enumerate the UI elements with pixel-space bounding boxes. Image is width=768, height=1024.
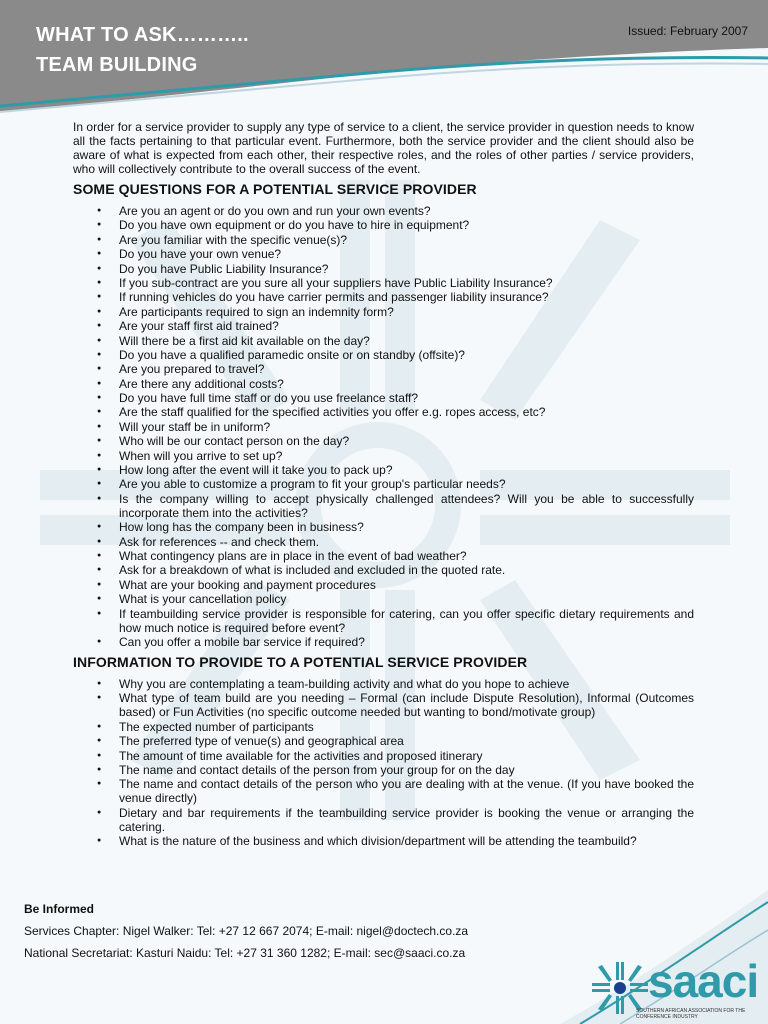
title-line-1: WHAT TO ASK………..	[36, 24, 249, 46]
list-item: ● Are your staff first aid trained?	[73, 319, 694, 333]
footer-heading: Be Informed	[24, 902, 95, 916]
information-list	[73, 677, 694, 848]
list-item: ● What contingency plans are in place in the event of bad weather?	[73, 549, 694, 563]
list-item: ● Ask for a breakdown of what is included and excluded in the quoted rate.	[73, 563, 694, 577]
list-item: ● How long has the company been in business?	[73, 520, 694, 534]
list-item: ● Are you able to customize a program to fit your group's particular needs?	[73, 477, 694, 491]
intro-paragraph: In order for a service provider to supply any type of service to a client, the service provider in question needs to know all the facts pertaining to that particular event. Furthermore, both the service provider and the client should also be aware of what is expected from each other, their respective roles, and the roles of other parties / service providers, who will collectively contribute to the overall success of the event.	[73, 120, 694, 176]
footer-contact-services: Services Chapter: Nigel Walker: Tel: +27 12 667 2074; E-mail: nigel@doctech.co.za	[24, 924, 469, 938]
list-item: ● Dietary and bar requirements if the teambuilding service provider is booking the venue or arranging the catering.	[73, 806, 694, 834]
list-item: ● Are the staff qualified for the specified activities you offer e.g. ropes access, etc?	[73, 405, 694, 419]
section-information-heading: INFORMATION TO PROVIDE TO A POTENTIAL SERVICE PROVIDER	[73, 653, 528, 670]
list-item: ● The name and contact details of the person from your group for on the day	[73, 763, 694, 777]
list-item: ● Can you offer a mobile bar service if required?	[73, 635, 694, 649]
list-item: ● Do you have full time staff or do you use freelance staff?	[73, 391, 694, 405]
list-item: ● The name and contact details of the person who you are dealing with at the venue. (If you have booked the venue directly)	[73, 777, 694, 805]
issued-date: Issued: February 2007	[627, 24, 748, 38]
list-item: ● What are your booking and payment procedures	[73, 578, 694, 592]
list-item: ● Ask for references -- and check them.	[73, 535, 694, 549]
list-item: ● Do you have own equipment or do you have to hire in equipment?	[73, 218, 694, 232]
list-item: ● If teambuilding service provider is responsible for catering, can you offer specific dietary requirements and how much notice is required before event?	[73, 607, 694, 635]
saaci-emblem-icon	[592, 962, 648, 1014]
document-title	[36, 20, 249, 80]
list-item: ● Are there any additional costs?	[73, 377, 694, 391]
footer-contact-secretariat: National Secretariat: Kasturi Naidu: Tel: +27 31 360 1282; E-mail: sec@saaci.co.za	[24, 946, 466, 960]
main-content	[73, 120, 694, 854]
list-item: ● Do you have your own venue?	[73, 247, 694, 261]
section-questions-heading: SOME QUESTIONS FOR A POTENTIAL SERVICE PROVIDER	[73, 181, 477, 197]
questions-list	[73, 204, 694, 649]
list-item: ● Will your staff be in uniform?	[73, 420, 694, 434]
title-line-2: TEAM BUILDING	[36, 54, 198, 76]
list-item: ● What type of team build are you needing – Formal (can include Dispute Resolution), Informal (Outcomes based) or Fun Activities (no specific outcome needed but wanting to bond/motivate group)	[73, 691, 694, 719]
list-item: ● The preferred type of venue(s) and geographical area	[73, 734, 694, 748]
list-item: ● Will there be a first aid kit available on the day?	[73, 334, 694, 348]
footer	[24, 902, 468, 968]
list-item: ● Do you have Public Liability Insurance?	[73, 262, 694, 276]
list-item: ● The amount of time available for the activities and proposed itinerary	[73, 749, 694, 763]
list-item: ● Who will be our contact person on the day?	[73, 434, 694, 448]
list-item: ● Why you are contemplating a team-building activity and what do you hope to achieve	[73, 677, 694, 691]
list-item: ● Are you an agent or do you own and run your own events?	[73, 204, 694, 218]
list-item: ● Do you have a qualified paramedic onsite or on standby (offsite)?	[73, 348, 694, 362]
list-item: ● Is the company willing to accept physically challenged attendees? Will you be able to successfully incorporate them into the activities?	[73, 492, 694, 520]
list-item: ● What is your cancellation policy	[73, 592, 694, 606]
list-item: ● If you sub-contract are you sure all your suppliers have Public Liability Insurance?	[73, 276, 694, 290]
list-item: ● When will you arrive to set up?	[73, 449, 694, 463]
list-item: ● Are participants required to sign an indemnity form?	[73, 305, 694, 319]
list-item: ● If running vehicles do you have carrier permits and passenger liability insurance?	[73, 290, 694, 304]
logo-wordmark: saaci	[648, 955, 759, 1007]
list-item: ● The expected number of participants	[73, 720, 694, 734]
list-item: ● How long after the event will it take you to pack up?	[73, 463, 694, 477]
list-item: ● What is the nature of the business and which division/department will be attending the teambuild?	[73, 834, 694, 848]
saaci-logo	[592, 955, 762, 1020]
list-item: ● Are you familiar with the specific venue(s)?	[73, 233, 694, 247]
logo-tagline: SOUTHERN AFRICAN ASSOCIATION FOR THE CONFERENCE INDUSTRY	[636, 1008, 746, 1020]
list-item: ● Are you prepared to travel?	[73, 362, 694, 376]
